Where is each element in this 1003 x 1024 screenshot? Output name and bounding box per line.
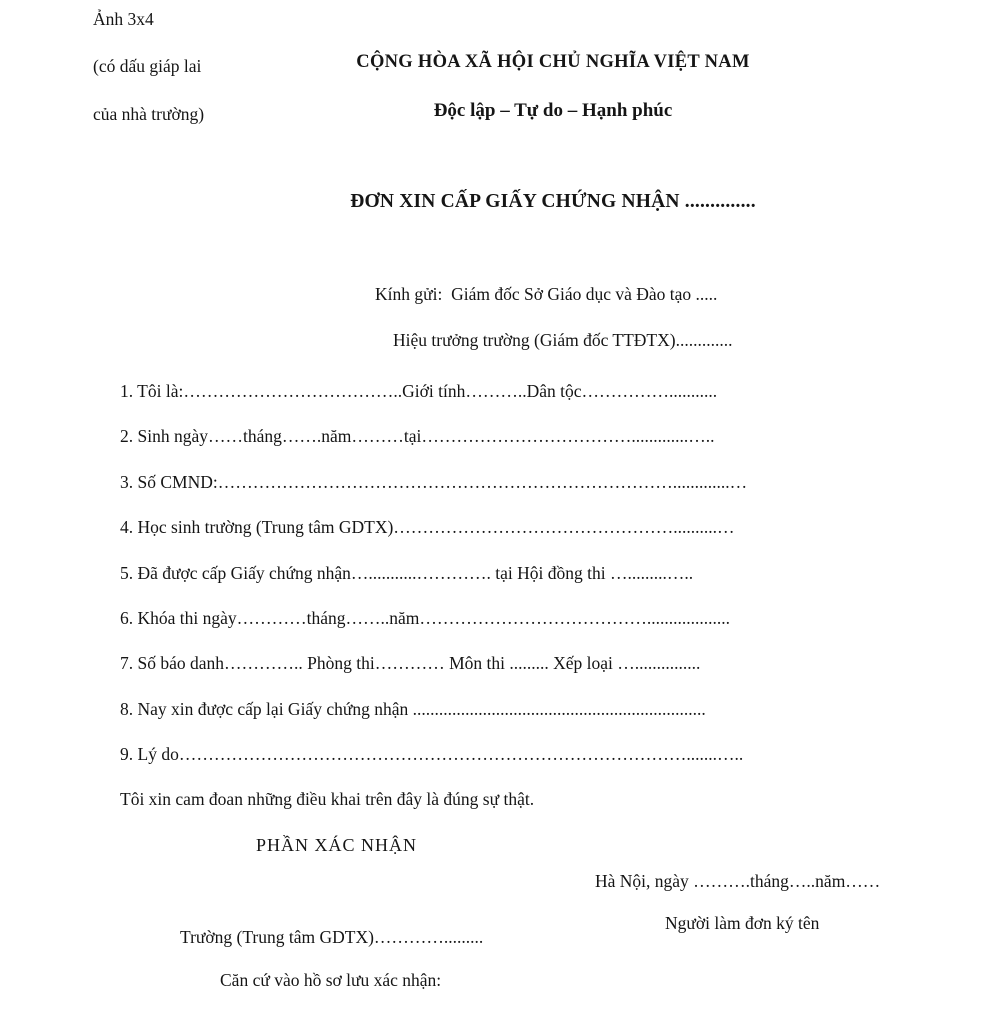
field-line-exam-details: 7. Số báo danh………….. Phòng thi………… Môn thi ......... Xếp loại …............... bbox=[120, 653, 701, 674]
photo-stamp-note-line1: (có dấu giáp lai bbox=[93, 56, 202, 76]
national-header-motto: Độc lập – Tự do – Hạnh phúc bbox=[433, 100, 673, 121]
field-line-certificate: 5. Đã được cấp Giấy chứng nhận…...........…………. tại Hội đồng thi ….........….. bbox=[120, 562, 694, 583]
field-line-reissue-request: 8. Nay xin được cấp lại Giấy chứng nhận ................................................................... bbox=[120, 698, 706, 719]
signer-label: Người làm đơn ký tên bbox=[665, 913, 820, 933]
field-line-id-number: 3. Số CMND:…………………………………………………………………….............… bbox=[120, 471, 748, 492]
field-line-reason: 9. Lý do…………………………………………………………………………….......….. bbox=[120, 744, 744, 765]
records-basis-line: Căn cứ vào hồ sơ lưu xác nhận: bbox=[220, 970, 442, 990]
page-title: ĐƠN XIN CẤP GIẤY CHỨNG NHẬN .............. bbox=[350, 191, 756, 212]
photo-stamp-note-line2: của nhà trường) bbox=[93, 104, 205, 124]
declaration-statement: Tôi xin cam đoan những điều khai trên đây là đúng sự thật. bbox=[120, 789, 535, 809]
place-date-line: Hà Nội, ngày ……….tháng…..năm…… bbox=[595, 871, 881, 891]
school-confirmation-line: Trường (Trung tâm GDTX)…………......... bbox=[180, 927, 484, 947]
photo-size-label: Ảnh 3x4 bbox=[93, 9, 154, 29]
recipient-line-principal: Hiệu trưởng trường (Giám đốc TTĐTX)............. bbox=[393, 330, 733, 350]
field-line-exam-date: 6. Khóa thi ngày…………tháng……..năm…………………………………................... bbox=[120, 607, 731, 628]
field-line-birth: 2. Sinh ngày……tháng…….năm………tại……………………………….............….. bbox=[120, 426, 715, 447]
confirmation-section-heading: PHẦN XÁC NHẬN bbox=[256, 835, 418, 855]
form-fields-list bbox=[120, 369, 1003, 778]
field-line-school: 4. Học sinh trường (Trung tâm GDTX)…………………………………………..........… bbox=[120, 517, 735, 538]
national-header-country: CỘNG HÒA XÃ HỘI CHỦ NGHĨA VIỆT NAM bbox=[356, 52, 750, 72]
recipient-line-director: Kính gửi: Giám đốc Sở Giáo dục và Đào tạo ..... bbox=[375, 284, 718, 304]
field-line-name: 1. Tôi là:………………………………..Giới tính………..Dân tộc……………........... bbox=[120, 381, 718, 401]
